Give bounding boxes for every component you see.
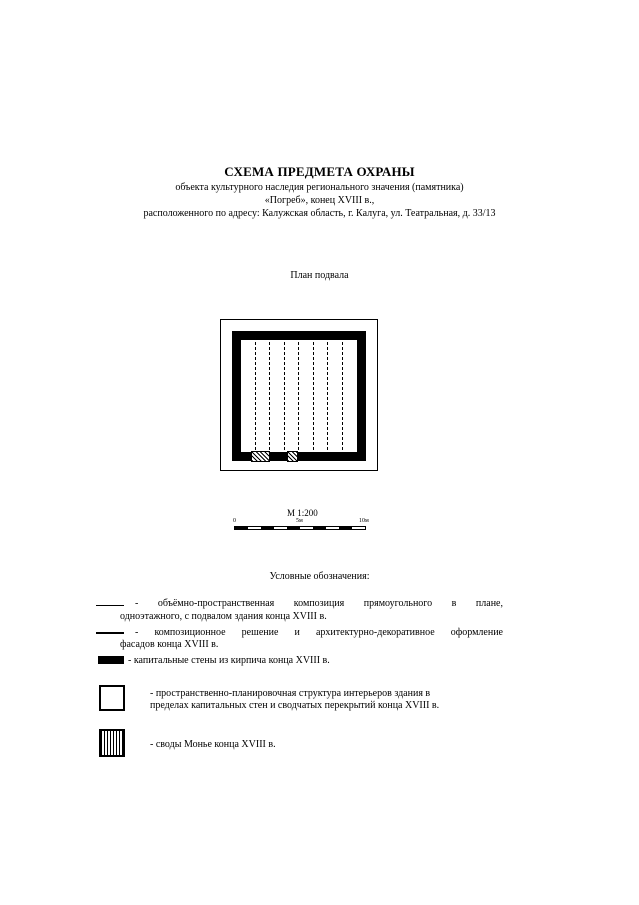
subtitle-line-2: «Погреб», конец XVIII в., (264, 195, 375, 206)
thick-line-symbol (96, 632, 124, 634)
hatched-opening (288, 452, 297, 461)
vault-line (313, 342, 314, 450)
scale-label: М 1:200 (287, 508, 318, 518)
legend-item-3: - капитальные стены из кирпича конца XVIII в. (128, 655, 330, 666)
legend-title: Условные обозначения: (269, 571, 370, 582)
plan-caption: План подвала (290, 270, 349, 281)
wall-left (232, 331, 241, 461)
legend-item-2-line-1: - композиционное решение и архитектурно-декоративное оформление (135, 627, 503, 638)
plan-frame (220, 319, 378, 471)
thin-line-symbol (96, 605, 124, 606)
wall-right (357, 331, 366, 461)
scale-bar (234, 526, 366, 530)
legend-item-1-line-2: одноэтажного, с подвалом здания конца XVIII в. (120, 611, 327, 622)
scale-tick-5: 5м (296, 518, 303, 524)
vault-line (298, 342, 299, 450)
scale-segment (261, 527, 274, 529)
empty-square-symbol (99, 685, 125, 711)
hatched-opening (252, 452, 269, 461)
scale-tick-10: 10м (359, 518, 369, 524)
legend-item-2-line-2: фасадов конца XVIII в. (120, 639, 219, 650)
vault-line (342, 342, 343, 450)
scale-segment (235, 527, 248, 529)
legend-item-5: - своды Монье конца XVIII в. (150, 739, 276, 750)
subtitle-line-1: объекта культурного наследия регионального значения (памятника) (175, 182, 464, 193)
document-title: СХЕМА ПРЕДМЕТА ОХРАНЫ (224, 164, 415, 179)
vault-line (269, 342, 270, 450)
scale-segment (339, 527, 352, 529)
vault-line (327, 342, 328, 450)
legend-item-1-line-1: - объёмно-пространственная композиция прямоугольного в плане, (135, 598, 503, 609)
address-line: расположенного по адресу: Калужская область, г. Калуга, ул. Театральная, д. 33/13 (143, 208, 496, 219)
vault-line (284, 342, 285, 450)
vault-line (255, 342, 256, 450)
legend-item-4-line-1: - пространственно-планировочная структура интерьеров здания в (150, 688, 431, 699)
wall-top (232, 331, 366, 340)
legend-item-4-line-2: пределах капитальных стен и сводчатых перекрытий конца XVIII в. (150, 700, 440, 711)
scale-tick-0: 0 (233, 518, 236, 524)
scale-segment (313, 527, 326, 529)
hatched-square-symbol (99, 729, 125, 757)
scale-segment (287, 527, 300, 529)
solid-wall-symbol (98, 656, 124, 664)
